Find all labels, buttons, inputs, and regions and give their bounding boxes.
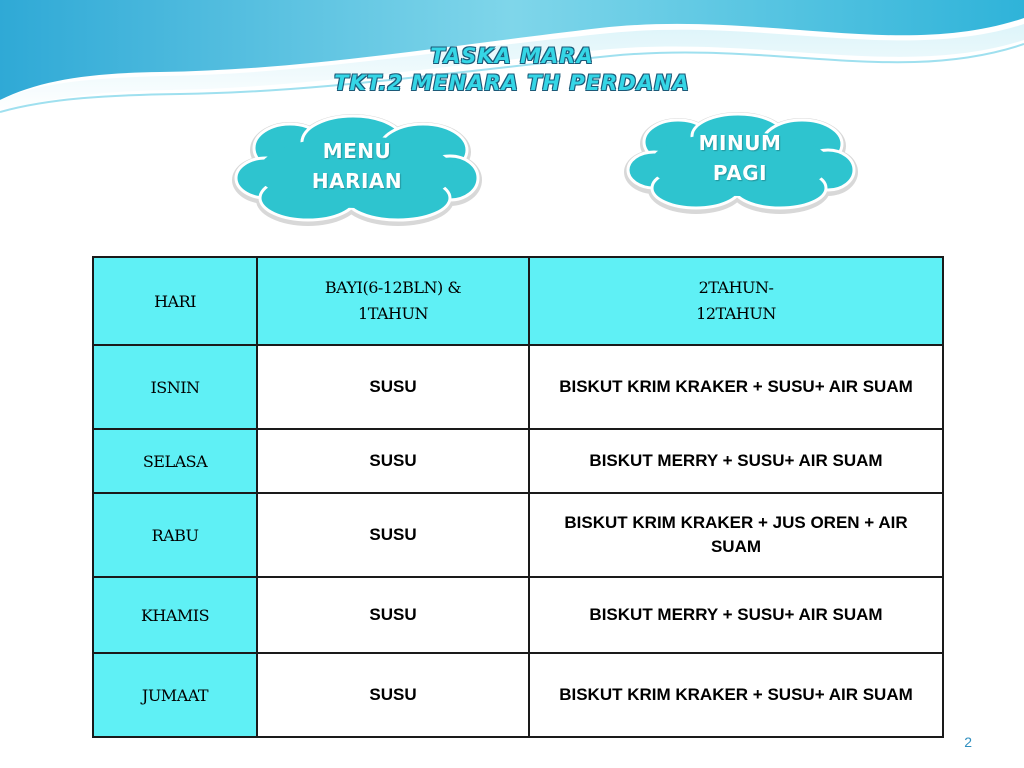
table-row <box>93 345 943 429</box>
title-line-1: TASKA MARA <box>430 44 594 68</box>
header-infant-line-1: BAYI(6-12BLN) & <box>324 278 462 297</box>
infant-cell: SUSU <box>257 653 529 737</box>
table-row <box>93 577 943 653</box>
table-header-row <box>93 257 943 345</box>
cloud-left-line-1: MENU <box>322 139 392 163</box>
table-row <box>93 493 943 577</box>
day-cell: RABU <box>93 493 257 577</box>
table-row <box>93 429 943 493</box>
header-infant-line-2: 1TAHUN <box>358 304 428 323</box>
child-cell: BISKUT MERRY + SUSU+ AIR SUAM <box>529 577 943 653</box>
page-number: 2 <box>964 734 972 750</box>
day-cell: SELASA <box>93 429 257 493</box>
title-line-2: TKT.2 MENARA TH PERDANA <box>334 71 690 95</box>
child-cell: BISKUT MERRY + SUSU+ AIR SUAM <box>529 429 943 493</box>
cloud-menu-harian <box>228 112 486 230</box>
header-hari: HARI <box>93 257 257 345</box>
day-cell: ISNIN <box>93 345 257 429</box>
day-cell: JUMAAT <box>93 653 257 737</box>
child-cell: BISKUT KRIM KRAKER + SUSU+ AIR SUAM <box>529 345 943 429</box>
cloud-minum-pagi <box>620 110 860 216</box>
infant-cell: SUSU <box>257 577 529 653</box>
child-cell: BISKUT KRIM KRAKER + SUSU+ AIR SUAM <box>529 653 943 737</box>
day-cell: KHAMIS <box>93 577 257 653</box>
infant-cell: SUSU <box>257 429 529 493</box>
infant-cell: SUSU <box>257 493 529 577</box>
header-child-line-1: 2TAHUN- <box>698 278 774 297</box>
cloud-menu-harian-label <box>228 136 486 196</box>
cloud-minum-pagi-label <box>620 128 860 188</box>
infant-cell: SUSU <box>257 345 529 429</box>
child-cell: BISKUT KRIM KRAKER + JUS OREN + AIR SUAM <box>529 493 943 577</box>
menu-table <box>92 256 944 738</box>
cloud-right-line-2: PAGI <box>712 161 768 185</box>
header-infant <box>257 257 529 345</box>
cloud-left-line-2: HARIAN <box>311 169 403 193</box>
cloud-right-line-1: MINUM <box>698 131 782 155</box>
table-row <box>93 653 943 737</box>
header-child <box>529 257 943 345</box>
header-child-line-2: 12TAHUN <box>696 304 776 323</box>
